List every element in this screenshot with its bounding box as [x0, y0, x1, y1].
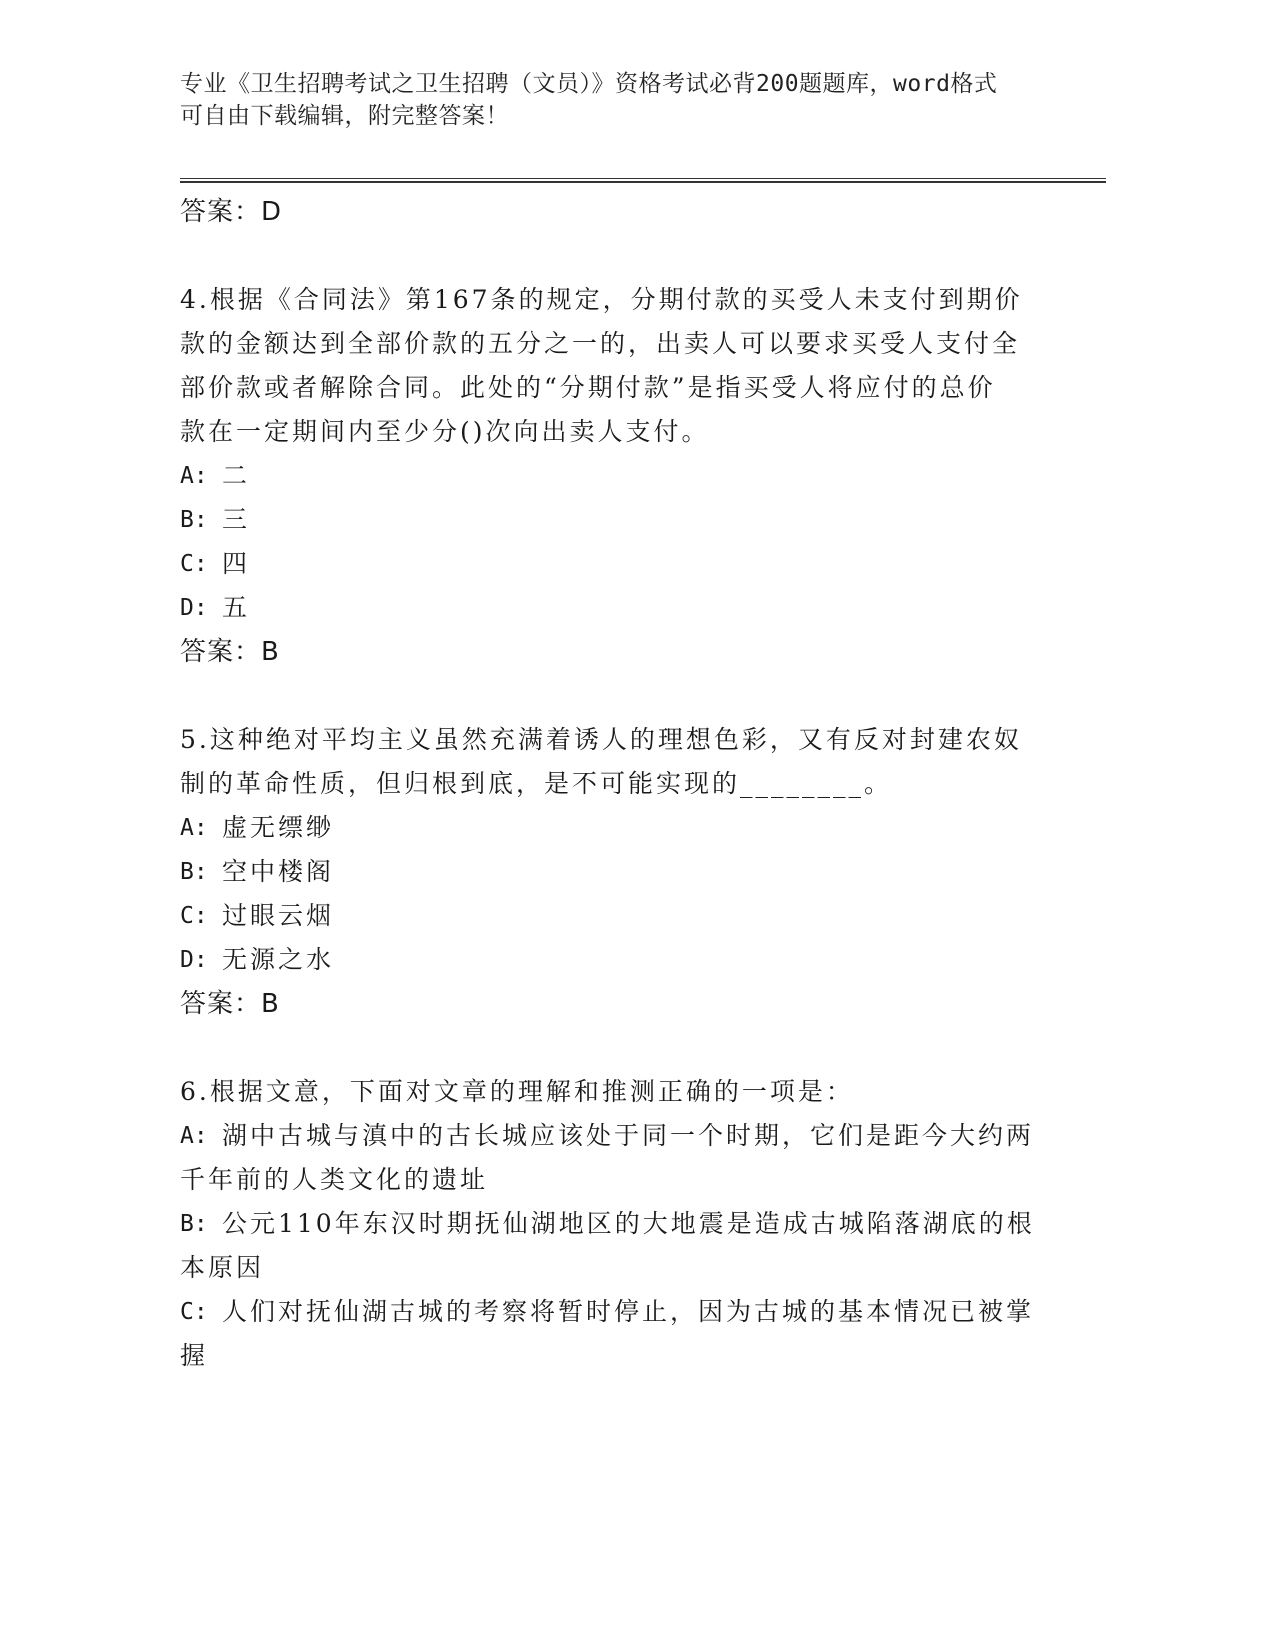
- spacer: [180, 1026, 1040, 1070]
- page-header: [180, 68, 1040, 132]
- option-text: [222, 1114, 1040, 1158]
- stem-line: 款的金额达到全部价款的五分之一的，出卖人可以要求买受人支付全: [180, 329, 1021, 358]
- question-block: [180, 278, 1040, 674]
- option-letter: B:: [180, 507, 208, 533]
- answer-line: 答案：B: [180, 989, 280, 1019]
- question-stem: [180, 1070, 1040, 1114]
- stem-line: 5.这种绝对平均主义虽然充满着诱人的理想色彩，又有反对封建农奴: [180, 725, 1022, 754]
- option-a: [180, 806, 1040, 850]
- stem-line: 制的革命性质，但归根到底，是不可能实现的________。: [180, 769, 893, 798]
- option-letter: D:: [180, 947, 208, 973]
- option-letter: C:: [180, 1299, 208, 1325]
- option-text: [222, 1202, 1040, 1246]
- stem-line: 4.根据《合同法》第167条的规定，分期付款的买受人未支付到期价: [180, 285, 1023, 314]
- option-line: 公元110年东汉时期抚仙湖地区的大地震是造成古城陷落湖底的根: [222, 1209, 1035, 1238]
- option-d: [180, 586, 1040, 630]
- option-text: [222, 1290, 1040, 1334]
- option-b: [180, 1202, 1040, 1246]
- question-block: [180, 1070, 1040, 1378]
- option-letter: A:: [180, 1123, 208, 1149]
- option-continuation: 千年前的人类文化的遗址: [180, 1165, 489, 1194]
- answer-line: 答案：B: [180, 637, 280, 667]
- option-c: [180, 894, 1040, 938]
- option-continuation: 本原因: [180, 1253, 265, 1282]
- option-letter: B:: [180, 859, 208, 885]
- option-letter: C:: [180, 551, 208, 577]
- option-text: 四: [222, 549, 251, 578]
- option-letter: B:: [180, 1211, 208, 1237]
- option-text: 无源之水: [222, 945, 335, 974]
- stem-line: 6.根据文意，下面对文章的理解和推测正确的一项是：: [180, 1077, 854, 1106]
- question-stem: [180, 278, 1040, 454]
- option-letter: A:: [180, 815, 208, 841]
- option-letter: D:: [180, 595, 208, 621]
- spacer: [180, 234, 1040, 278]
- option-b: [180, 498, 1040, 542]
- option-c: [180, 542, 1040, 586]
- option-text: 虚无缥缈: [222, 813, 335, 842]
- option-a: [180, 1114, 1040, 1158]
- option-text: 过眼云烟: [222, 901, 335, 930]
- option-letter: A:: [180, 463, 208, 489]
- question-block: [180, 718, 1040, 1026]
- stem-line: 部价款或者解除合同。此处的“分期付款”是指买受人将应付的总价: [180, 373, 996, 402]
- option-text: 二: [222, 461, 251, 490]
- option-text: 五: [222, 593, 251, 622]
- option-d: [180, 938, 1040, 982]
- option-b: [180, 850, 1040, 894]
- question-stem: [180, 718, 1040, 806]
- header-line: 专业《卫生招聘考试之卫生招聘（文员）》资格考试必背200题题库，word格式: [180, 71, 998, 97]
- option-a: [180, 454, 1040, 498]
- option-letter: C:: [180, 903, 208, 929]
- option-c: [180, 1290, 1040, 1334]
- stem-line: 款在一定期间内至少分()次向出卖人支付。: [180, 417, 710, 446]
- option-text: 三: [222, 505, 251, 534]
- header-line: 可自由下载编辑，附完整答案！: [180, 103, 509, 129]
- header-divider: [180, 178, 1106, 183]
- option-line: 湖中古城与滇中的古长城应该处于同一个时期，它们是距今大约两: [222, 1121, 1035, 1150]
- option-continuation: 握: [180, 1341, 209, 1370]
- option-text: 空中楼阁: [222, 857, 335, 886]
- answer-line: 答案：D: [180, 197, 283, 227]
- spacer: [180, 674, 1040, 718]
- option-line: 人们对抚仙湖古城的考察将暂时停止，因为古城的基本情况已被掌: [222, 1297, 1035, 1326]
- document-body: [180, 190, 1040, 1378]
